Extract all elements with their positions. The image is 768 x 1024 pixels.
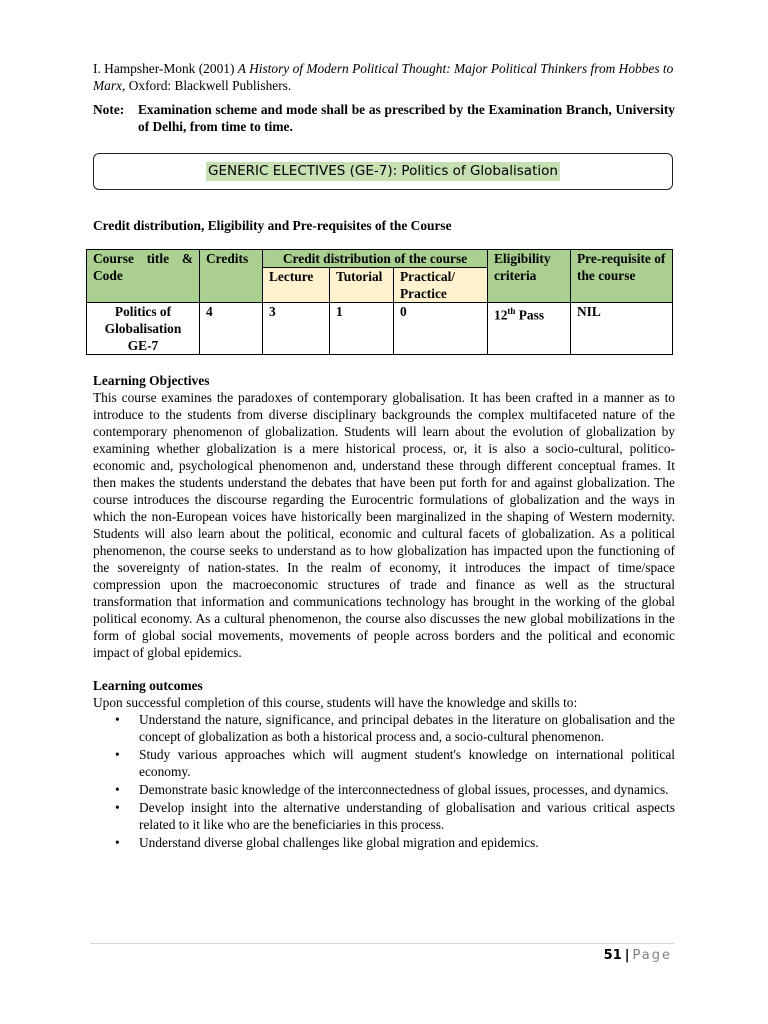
header-practical: Practical/ Practice: [394, 268, 488, 303]
reference-author: I. Hampsher-Monk (2001): [93, 61, 235, 76]
outcomes-list: [93, 711, 675, 851]
footer-separator: |: [624, 948, 630, 963]
list-item: • Study various approaches which will augment student's knowledge on international political economy.: [139, 746, 675, 780]
cell-practical: 0: [394, 303, 488, 355]
note-label: Note:: [93, 102, 125, 117]
list-item: • Understand diverse global challenges like global migration and epidemics.: [139, 834, 675, 851]
note-text: Examination scheme and mode shall be as prescribed by the Examination Branch, University of Delhi, from time to time.: [138, 102, 675, 134]
cell-prereq: NIL: [571, 303, 673, 355]
exam-note: [93, 101, 675, 135]
course-code: GE-7: [127, 338, 159, 353]
objectives-heading: Learning Objectives: [93, 373, 210, 388]
header-prereq: Pre-requisite of the course: [571, 250, 673, 303]
page-footer: [604, 947, 672, 964]
cell-course: [87, 303, 200, 355]
header-eligibility: Eligibility criteria: [488, 250, 571, 303]
credit-section-heading: Credit distribution, Eligibility and Pre-requisites of the Course: [93, 218, 452, 233]
reference-publisher: Oxford: Blackwell Publishers.: [128, 78, 292, 93]
cell-tutorial: 1: [330, 303, 394, 355]
outcomes-intro: Upon successful completion of this course, students will have the knowledge and skills to:: [93, 695, 578, 710]
header-distribution: Credit distribution of the course: [263, 250, 488, 268]
credit-table: [86, 249, 673, 355]
list-item: • Demonstrate basic knowledge of the interconnectedness of global issues, processes, and dynamics.: [139, 781, 675, 798]
course-name: Politics of Globalisation: [104, 304, 182, 336]
cell-lecture: 3: [263, 303, 330, 355]
eligibility-number: 12: [494, 307, 508, 323]
reference-title: A History of Modern Political Thought: Major Political Thinkers from Hobbes to Marx,: [93, 61, 674, 93]
cell-eligibility: [488, 303, 571, 355]
cell-credits: 4: [200, 303, 263, 355]
page-number: 51: [603, 948, 622, 963]
ge-title: GENERIC ELECTIVES (GE-7): Politics of Globalisation: [208, 163, 558, 179]
document-page: [93, 60, 675, 852]
ge-title-box: [93, 153, 673, 190]
header-credits: Credits: [200, 250, 263, 303]
eligibility-superscript: th: [507, 306, 516, 316]
eligibility-rest: Pass: [515, 307, 545, 323]
outcomes-heading: Learning outcomes: [93, 678, 203, 693]
table-row: [87, 303, 673, 355]
header-lecture: Lecture: [263, 268, 330, 303]
page-label: Page: [632, 948, 672, 963]
footer-divider: [90, 943, 675, 944]
list-item: • Develop insight into the alternative understanding of globalisation and various critical aspects related to it like who are the beneficiaries in this process.: [139, 799, 675, 833]
reference-entry: [93, 60, 675, 94]
objectives-text: This course examines the paradoxes of contemporary globalisation. It has been crafted in a manner as to introduce to the students from diverse disciplinary backgrounds the complex multifaceted nature of the contemporary phenomenon of globalization. Students will learn about the evolution of globalization by examining whether globalization is a mere historical process, or, it is also a socio-cultural, politico-economic and, psychological phenomenon and, understand these through different conceptual frames. It then makes the students understand the debates that have been put forth for and against globalization. The course introduces the discourse regarding the Eurocentric formulations of globalization and the ways in which the non-European voices have historically been marginalized in the shaping of Western modernity. Students will also learn about the political, economic and cultural facets of globalization. As a political phenomenon, the course seeks to understand as to how globalization has impacted upon the functioning of the sovereignty of nation-states. In the realm of economy, it introduces the impact of time/space compression upon the macroeconomic structures of trade and finance as well as the structural transformation that information and communications technology has brought in the working of the global political economy. As a cultural phenomenon, the course also discusses the new global mobilizations in the form of global social movements, movements of people across borders and the political and economic impact of global epidemics.: [93, 390, 675, 660]
header-course: Course title & Code: [87, 250, 200, 303]
header-tutorial: Tutorial: [330, 268, 394, 303]
list-item: • Understand the nature, significance, and principal debates in the literature on globalisation and the concept of globalization as both a historical process and, a socio-cultural phenomenon.: [139, 711, 675, 745]
